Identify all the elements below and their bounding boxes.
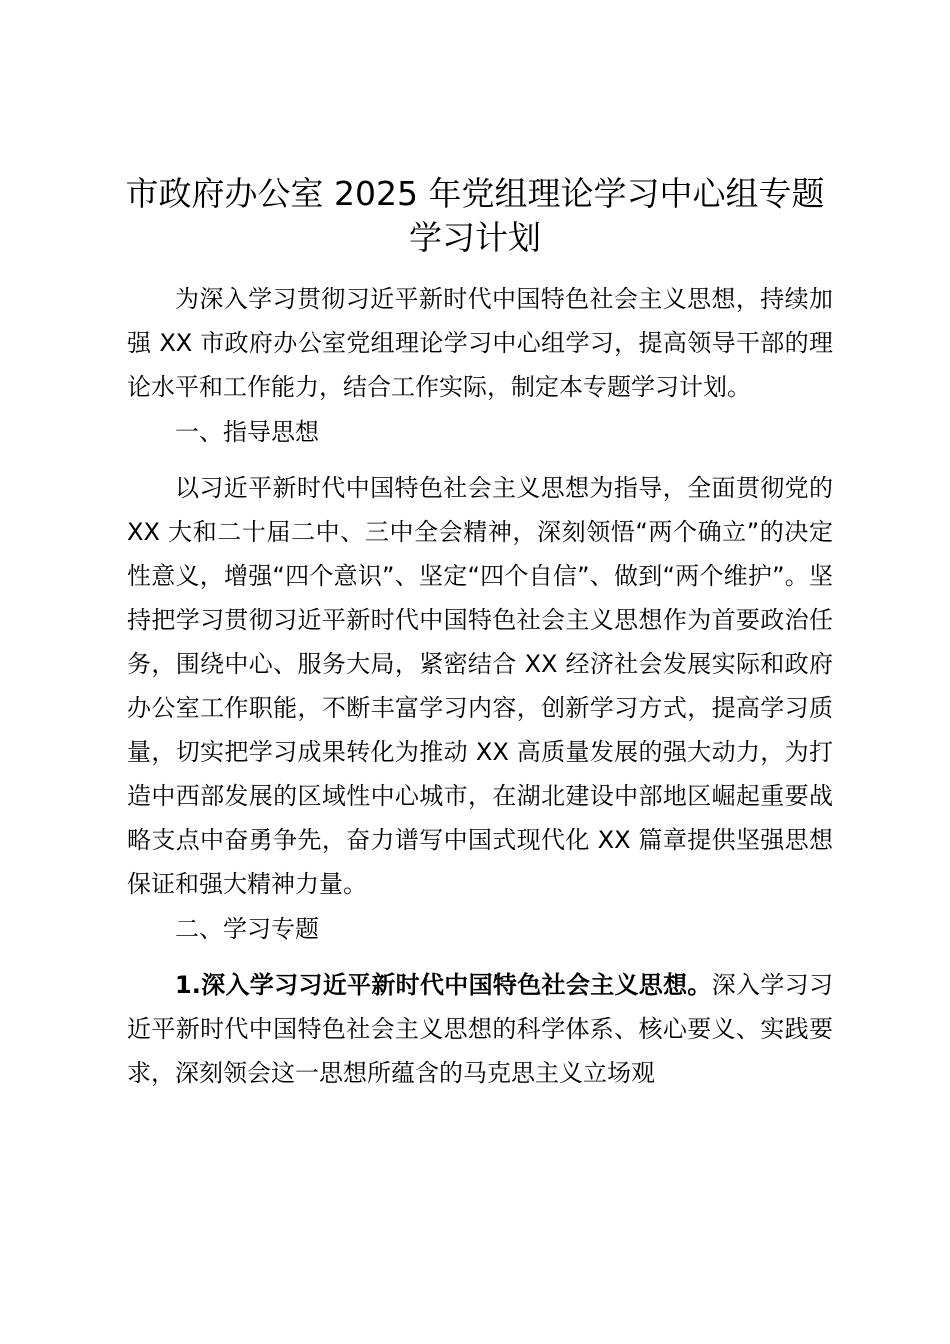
intro-paragraph: 为深入学习贯彻习近平新时代中国特色社会主义思想，持续加强 XX 市政府办公室党组理论学习中心组学习，提高领导干部的理论水平和工作能力，结合工作实际，制定本专题学习计划。 [127, 285, 833, 401]
study-topic-item-1-body: 深入学习习近平新时代中国特色社会主义思想的科学体系、核心要义、实践要求，深刻领会这一思想所蕴含的马克思主义立场观 [127, 971, 833, 1087]
section-heading-guiding-ideology: 一、指导思想 [175, 418, 319, 446]
study-topic-item-1 [127, 963, 833, 1095]
document-title: 市政府办公室 2025 年党组理论学习中心组专题学习计划 [125, 174, 825, 257]
section-heading-study-topics: 二、学习专题 [175, 915, 319, 943]
document-body [127, 277, 833, 1096]
guiding-ideology-paragraph: 以习近平新时代中国特色社会主义思想为指导，全面贯彻党的 XX 大和二十届二中、三中全会精神，深刻领悟“两个确立”的决定性意义，增强“四个意识”、坚定“四个自信”、做到“两个维护”。坚持把学习贯彻习近平新时代中国特色社会主义思想作为首要政治任务，围绕中心、服务大局，紧密结合 XX 经济社会发展实际和政府办公室工作职能，不断丰富学习内容，创新学习方式，提高学习质量，切实把学习成果转化为推动 XX 高质量发展的强大动力，为打造中西部发展的区域性中心城市，在湖北建设中部地区崛起重要战略支点中奋勇争先，奋力谱写中国式现代化 XX 篇章提供坚强思想保证和强大精神力量。 [127, 474, 833, 898]
study-topic-item-1-lead: 1.深入学习习近平新时代中国特色社会主义思想。 [175, 971, 712, 999]
